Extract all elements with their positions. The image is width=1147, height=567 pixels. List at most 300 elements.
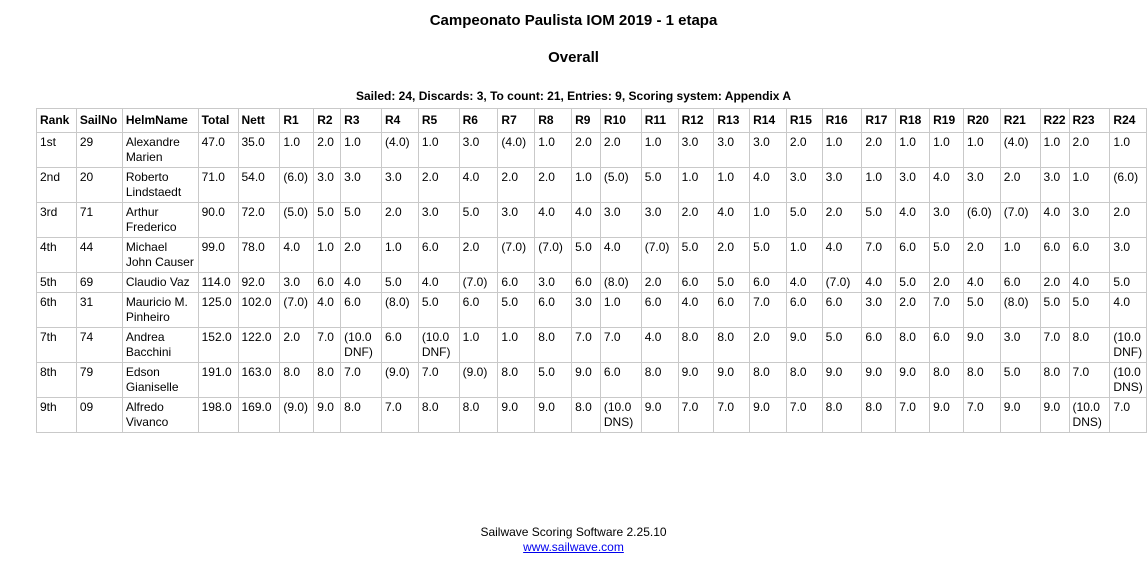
table-cell: 1.0 (678, 168, 714, 203)
table-cell: 1.0 (459, 328, 498, 363)
table-cell: 7.0 (678, 398, 714, 433)
table-cell: 8.0 (535, 328, 572, 363)
table-cell: 8.0 (678, 328, 714, 363)
table-cell: (7.0) (1000, 203, 1040, 238)
table-cell: 8.0 (963, 363, 1000, 398)
table-cell: 2.0 (641, 273, 678, 293)
table-cell: 1.0 (1069, 168, 1110, 203)
table-cell: 2.0 (314, 133, 341, 168)
column-header: R20 (963, 109, 1000, 133)
table-cell: 09 (76, 398, 122, 433)
table-cell: 5.0 (678, 238, 714, 273)
table-cell: 7.0 (600, 328, 641, 363)
table-cell: 1.0 (963, 133, 1000, 168)
table-cell: 5.0 (418, 293, 459, 328)
column-header: R23 (1069, 109, 1110, 133)
table-cell: (10.0 DNS) (1110, 363, 1147, 398)
table-cell: 6.0 (714, 293, 750, 328)
table-cell: 5.0 (822, 328, 862, 363)
table-cell: 7.0 (418, 363, 459, 398)
table-cell: 5.0 (1069, 293, 1110, 328)
table-cell: 3.0 (314, 168, 341, 203)
table-cell: 1.0 (280, 133, 314, 168)
table-cell: 2.0 (896, 293, 930, 328)
table-cell: 1.0 (714, 168, 750, 203)
column-header: R1 (280, 109, 314, 133)
results-body (37, 133, 1147, 433)
table-cell: Alexandre Marien (122, 133, 198, 168)
software-credit: Sailwave Scoring Software 2.25.10 (480, 525, 667, 539)
table-cell: 5th (37, 273, 77, 293)
table-cell: 2.0 (381, 203, 418, 238)
table-cell: 6.0 (314, 273, 341, 293)
table-cell: 6.0 (341, 293, 382, 328)
table-cell: 5.0 (750, 238, 787, 273)
table-cell: (6.0) (963, 203, 1000, 238)
table-cell: 2.0 (714, 238, 750, 273)
table-cell: 74 (76, 328, 122, 363)
table-cell: 5.0 (963, 293, 1000, 328)
column-header: R13 (714, 109, 750, 133)
table-cell: 69 (76, 273, 122, 293)
table-cell: (8.0) (381, 293, 418, 328)
table-cell: 9.0 (678, 363, 714, 398)
table-cell: 4.0 (459, 168, 498, 203)
table-cell: 191.0 (198, 363, 238, 398)
column-header: R11 (641, 109, 678, 133)
table-cell: 3.0 (1110, 238, 1147, 273)
table-cell: 8.0 (498, 363, 535, 398)
table-cell: 122.0 (238, 328, 280, 363)
table-cell: 35.0 (238, 133, 280, 168)
table-cell: (7.0) (535, 238, 572, 273)
table-cell: Roberto Lindstaedt (122, 168, 198, 203)
table-cell: 9.0 (572, 363, 601, 398)
table-cell: Arthur Frederico (122, 203, 198, 238)
table-cell: 7.0 (1069, 363, 1110, 398)
column-header: R7 (498, 109, 535, 133)
table-cell: 3.0 (641, 203, 678, 238)
table-cell: 5.0 (930, 238, 964, 273)
table-cell: 78.0 (238, 238, 280, 273)
table-cell: (8.0) (1000, 293, 1040, 328)
table-cell: 79 (76, 363, 122, 398)
table-cell: 3.0 (381, 168, 418, 203)
table-cell: 169.0 (238, 398, 280, 433)
table-cell: 92.0 (238, 273, 280, 293)
table-cell: 4.0 (862, 273, 896, 293)
table-cell: 3.0 (1000, 328, 1040, 363)
table-cell: 4.0 (678, 293, 714, 328)
column-header: R8 (535, 109, 572, 133)
table-cell: 7.0 (862, 238, 896, 273)
table-cell: 4.0 (1110, 293, 1147, 328)
table-row (37, 168, 1147, 203)
table-cell: 8.0 (314, 363, 341, 398)
table-cell: Andrea Bacchini (122, 328, 198, 363)
table-cell: 2.0 (750, 328, 787, 363)
table-cell: 8th (37, 363, 77, 398)
table-cell: 9.0 (963, 328, 1000, 363)
table-cell: 9.0 (750, 398, 787, 433)
table-cell: (7.0) (641, 238, 678, 273)
table-cell: 5.0 (896, 273, 930, 293)
table-cell: 163.0 (238, 363, 280, 398)
table-cell: 9.0 (822, 363, 862, 398)
column-header: Total (198, 109, 238, 133)
table-cell: 2.0 (963, 238, 1000, 273)
table-cell: 9.0 (862, 363, 896, 398)
column-header: HelmName (122, 109, 198, 133)
table-cell: (10.0 DNS) (1069, 398, 1110, 433)
table-cell: 6.0 (600, 363, 641, 398)
column-header: R4 (381, 109, 418, 133)
table-cell: (9.0) (381, 363, 418, 398)
table-cell: 8.0 (341, 398, 382, 433)
table-cell: 2.0 (1000, 168, 1040, 203)
table-cell: 4.0 (822, 238, 862, 273)
table-cell: 8.0 (418, 398, 459, 433)
table-cell: 2.0 (1110, 203, 1147, 238)
results-table (36, 108, 1147, 433)
table-cell: 44 (76, 238, 122, 273)
table-cell: 3.0 (896, 168, 930, 203)
table-cell: 2.0 (786, 133, 822, 168)
header-row (37, 109, 1147, 133)
table-cell: 5.0 (1110, 273, 1147, 293)
table-cell: 3.0 (535, 273, 572, 293)
column-header: R14 (750, 109, 787, 133)
table-cell: 3.0 (1069, 203, 1110, 238)
table-cell: 1.0 (786, 238, 822, 273)
table-cell: 8.0 (822, 398, 862, 433)
table-cell: 6.0 (1000, 273, 1040, 293)
table-cell: 2.0 (418, 168, 459, 203)
table-cell: 8.0 (459, 398, 498, 433)
column-header: Rank (37, 109, 77, 133)
table-cell: 8.0 (930, 363, 964, 398)
table-cell: 7.0 (896, 398, 930, 433)
table-cell: 9.0 (498, 398, 535, 433)
table-cell: 2.0 (862, 133, 896, 168)
table-cell: 2.0 (572, 133, 601, 168)
table-cell: 6.0 (572, 273, 601, 293)
table-cell: 1.0 (381, 238, 418, 273)
table-cell: 2.0 (930, 273, 964, 293)
table-cell: (9.0) (280, 398, 314, 433)
table-cell: 71.0 (198, 168, 238, 203)
table-cell: 8.0 (1040, 363, 1069, 398)
table-row (37, 203, 1147, 238)
table-cell: 1.0 (641, 133, 678, 168)
table-cell: 3.0 (862, 293, 896, 328)
table-cell: 1st (37, 133, 77, 168)
table-cell: 4.0 (1040, 203, 1069, 238)
page-title: Campeonato Paulista IOM 2019 - 1 etapa (429, 12, 718, 29)
table-cell: 47.0 (198, 133, 238, 168)
table-cell: 5.0 (314, 203, 341, 238)
table-cell: (9.0) (459, 363, 498, 398)
table-row (37, 273, 1147, 293)
column-header: SailNo (76, 109, 122, 133)
table-cell: 8.0 (714, 328, 750, 363)
table-cell: 5.0 (381, 273, 418, 293)
table-cell: 9.0 (786, 328, 822, 363)
table-cell: (8.0) (600, 273, 641, 293)
column-header: R18 (896, 109, 930, 133)
table-cell: 7.0 (1110, 398, 1147, 433)
table-cell: 2.0 (280, 328, 314, 363)
table-cell: 3rd (37, 203, 77, 238)
table-cell: 4.0 (786, 273, 822, 293)
table-cell: (4.0) (381, 133, 418, 168)
table-cell: 7.0 (314, 328, 341, 363)
table-row (37, 398, 1147, 433)
table-cell: (6.0) (1110, 168, 1147, 203)
table-cell: 6.0 (641, 293, 678, 328)
table-cell: 72.0 (238, 203, 280, 238)
table-cell: 5.0 (341, 203, 382, 238)
table-cell: (7.0) (280, 293, 314, 328)
table-row (37, 238, 1147, 273)
table-cell: (10.0 DNF) (1110, 328, 1147, 363)
table-cell: 3.0 (418, 203, 459, 238)
table-cell: 7.0 (750, 293, 787, 328)
column-header: R16 (822, 109, 862, 133)
table-cell: 5.0 (786, 203, 822, 238)
table-cell: 4.0 (1069, 273, 1110, 293)
table-cell: 9.0 (535, 398, 572, 433)
table-cell: Alfredo Vivanco (122, 398, 198, 433)
table-cell: 3.0 (963, 168, 1000, 203)
table-cell: 4.0 (750, 168, 787, 203)
table-row (37, 328, 1147, 363)
table-cell: 1.0 (535, 133, 572, 168)
table-cell: 31 (76, 293, 122, 328)
table-cell: 4.0 (535, 203, 572, 238)
table-cell: (4.0) (1000, 133, 1040, 168)
table-cell: 2.0 (678, 203, 714, 238)
table-cell: (5.0) (280, 203, 314, 238)
table-cell: 125.0 (198, 293, 238, 328)
column-header: R15 (786, 109, 822, 133)
table-cell: 3.0 (750, 133, 787, 168)
table-cell: 2.0 (1069, 133, 1110, 168)
table-cell: 5.0 (714, 273, 750, 293)
table-cell: 9.0 (641, 398, 678, 433)
table-cell: 9.0 (1000, 398, 1040, 433)
table-cell: 3.0 (714, 133, 750, 168)
table-row (37, 293, 1147, 328)
table-cell: 2.0 (1040, 273, 1069, 293)
table-cell: 9.0 (1040, 398, 1069, 433)
table-cell: 4.0 (341, 273, 382, 293)
table-cell: 2nd (37, 168, 77, 203)
table-cell: (6.0) (280, 168, 314, 203)
column-header: R9 (572, 109, 601, 133)
table-cell: 3.0 (786, 168, 822, 203)
table-cell: 4.0 (280, 238, 314, 273)
table-cell: 54.0 (238, 168, 280, 203)
table-cell: 7.0 (1040, 328, 1069, 363)
table-cell: 1.0 (1000, 238, 1040, 273)
table-cell: Edson Gianiselle (122, 363, 198, 398)
table-cell: 6.0 (750, 273, 787, 293)
table-cell: 6.0 (1069, 238, 1110, 273)
table-cell: 6.0 (498, 273, 535, 293)
table-cell: 6.0 (459, 293, 498, 328)
table-cell: 6.0 (381, 328, 418, 363)
table-cell: 1.0 (750, 203, 787, 238)
column-header: R19 (930, 109, 964, 133)
table-cell: 6.0 (1040, 238, 1069, 273)
column-header: R3 (341, 109, 382, 133)
table-cell: 152.0 (198, 328, 238, 363)
table-cell: 1.0 (498, 328, 535, 363)
table-cell: 1.0 (896, 133, 930, 168)
table-cell: 71 (76, 203, 122, 238)
table-cell: 8.0 (641, 363, 678, 398)
table-cell: 5.0 (1040, 293, 1069, 328)
table-cell: Mauricio M. Pinheiro (122, 293, 198, 328)
table-cell: 4.0 (600, 238, 641, 273)
table-cell: 1.0 (862, 168, 896, 203)
page-subtitle: Overall (548, 49, 599, 66)
table-cell: 1.0 (930, 133, 964, 168)
column-header: R10 (600, 109, 641, 133)
column-header: R12 (678, 109, 714, 133)
table-cell: 6.0 (930, 328, 964, 363)
table-cell: 3.0 (498, 203, 535, 238)
table-cell: 9.0 (930, 398, 964, 433)
table-cell: 9.0 (714, 363, 750, 398)
table-cell: 5.0 (459, 203, 498, 238)
table-cell: 2.0 (341, 238, 382, 273)
column-header: R21 (1000, 109, 1040, 133)
table-cell: (7.0) (459, 273, 498, 293)
column-header: R6 (459, 109, 498, 133)
table-cell: 6th (37, 293, 77, 328)
table-cell: 9.0 (314, 398, 341, 433)
column-header: R5 (418, 109, 459, 133)
table-cell: 1.0 (314, 238, 341, 273)
table-cell: 4.0 (314, 293, 341, 328)
table-cell: 7th (37, 328, 77, 363)
table-cell: 8.0 (1069, 328, 1110, 363)
table-cell: 6.0 (822, 293, 862, 328)
table-cell: (10.0 DNF) (418, 328, 459, 363)
table-cell: (5.0) (600, 168, 641, 203)
table-cell: 7.0 (381, 398, 418, 433)
table-cell: 5.0 (572, 238, 601, 273)
table-cell: Michael John Causer (122, 238, 198, 273)
table-cell: 8.0 (750, 363, 787, 398)
column-header: R2 (314, 109, 341, 133)
table-cell: 3.0 (1040, 168, 1069, 203)
table-cell: 1.0 (418, 133, 459, 168)
table-cell: (4.0) (498, 133, 535, 168)
table-cell: 1.0 (341, 133, 382, 168)
column-header: R17 (862, 109, 896, 133)
table-cell: 3.0 (678, 133, 714, 168)
table-cell: 2.0 (535, 168, 572, 203)
table-cell: 7.0 (786, 398, 822, 433)
sailwave-link[interactable]: www.sailwave.com (523, 540, 624, 554)
footer (0, 525, 1147, 555)
table-cell: 3.0 (341, 168, 382, 203)
table-cell: 8.0 (280, 363, 314, 398)
table-cell: 4.0 (418, 273, 459, 293)
table-cell: 4th (37, 238, 77, 273)
table-cell: 2.0 (600, 133, 641, 168)
column-header: Nett (238, 109, 280, 133)
table-cell: 6.0 (786, 293, 822, 328)
table-cell: 3.0 (459, 133, 498, 168)
table-cell: 8.0 (572, 398, 601, 433)
table-cell: 1.0 (600, 293, 641, 328)
table-cell: 4.0 (963, 273, 1000, 293)
table-cell: 9th (37, 398, 77, 433)
column-header: R24 (1110, 109, 1147, 133)
table-cell: 5.0 (498, 293, 535, 328)
column-header: R22 (1040, 109, 1069, 133)
table-cell: 4.0 (930, 168, 964, 203)
table-cell: 2.0 (498, 168, 535, 203)
table-cell: 6.0 (896, 238, 930, 273)
table-cell: 3.0 (280, 273, 314, 293)
table-cell: 4.0 (572, 203, 601, 238)
table-cell: 5.0 (1000, 363, 1040, 398)
table-cell: 99.0 (198, 238, 238, 273)
table-cell: (7.0) (822, 273, 862, 293)
table-cell: 1.0 (822, 133, 862, 168)
table-cell: 7.0 (714, 398, 750, 433)
table-cell: 3.0 (600, 203, 641, 238)
table-cell: 5.0 (641, 168, 678, 203)
table-cell: 29 (76, 133, 122, 168)
table-cell: 7.0 (930, 293, 964, 328)
table-cell: 3.0 (572, 293, 601, 328)
table-cell: 102.0 (238, 293, 280, 328)
table-cell: 1.0 (572, 168, 601, 203)
table-cell: Claudio Vaz (122, 273, 198, 293)
table-cell: 1.0 (1040, 133, 1069, 168)
table-cell: 90.0 (198, 203, 238, 238)
table-cell: 8.0 (896, 328, 930, 363)
table-cell: 7.0 (341, 363, 382, 398)
table-cell: 9.0 (896, 363, 930, 398)
table-cell: 3.0 (930, 203, 964, 238)
table-cell: 8.0 (862, 398, 896, 433)
table-row (37, 133, 1147, 168)
table-cell: 5.0 (535, 363, 572, 398)
table-cell: 6.0 (862, 328, 896, 363)
table-cell: (10.0 DNF) (341, 328, 382, 363)
table-cell: 8.0 (786, 363, 822, 398)
table-cell: 6.0 (418, 238, 459, 273)
table-cell: 4.0 (714, 203, 750, 238)
table-cell: 6.0 (535, 293, 572, 328)
table-cell: 7.0 (963, 398, 1000, 433)
table-cell: 7.0 (572, 328, 601, 363)
table-cell: 198.0 (198, 398, 238, 433)
series-summary: Sailed: 24, Discards: 3, To count: 21, Entries: 9, Scoring system: Appendix A (356, 89, 791, 103)
table-cell: 5.0 (862, 203, 896, 238)
table-cell: 114.0 (198, 273, 238, 293)
table-cell: 3.0 (822, 168, 862, 203)
table-cell: 4.0 (896, 203, 930, 238)
table-cell: (7.0) (498, 238, 535, 273)
